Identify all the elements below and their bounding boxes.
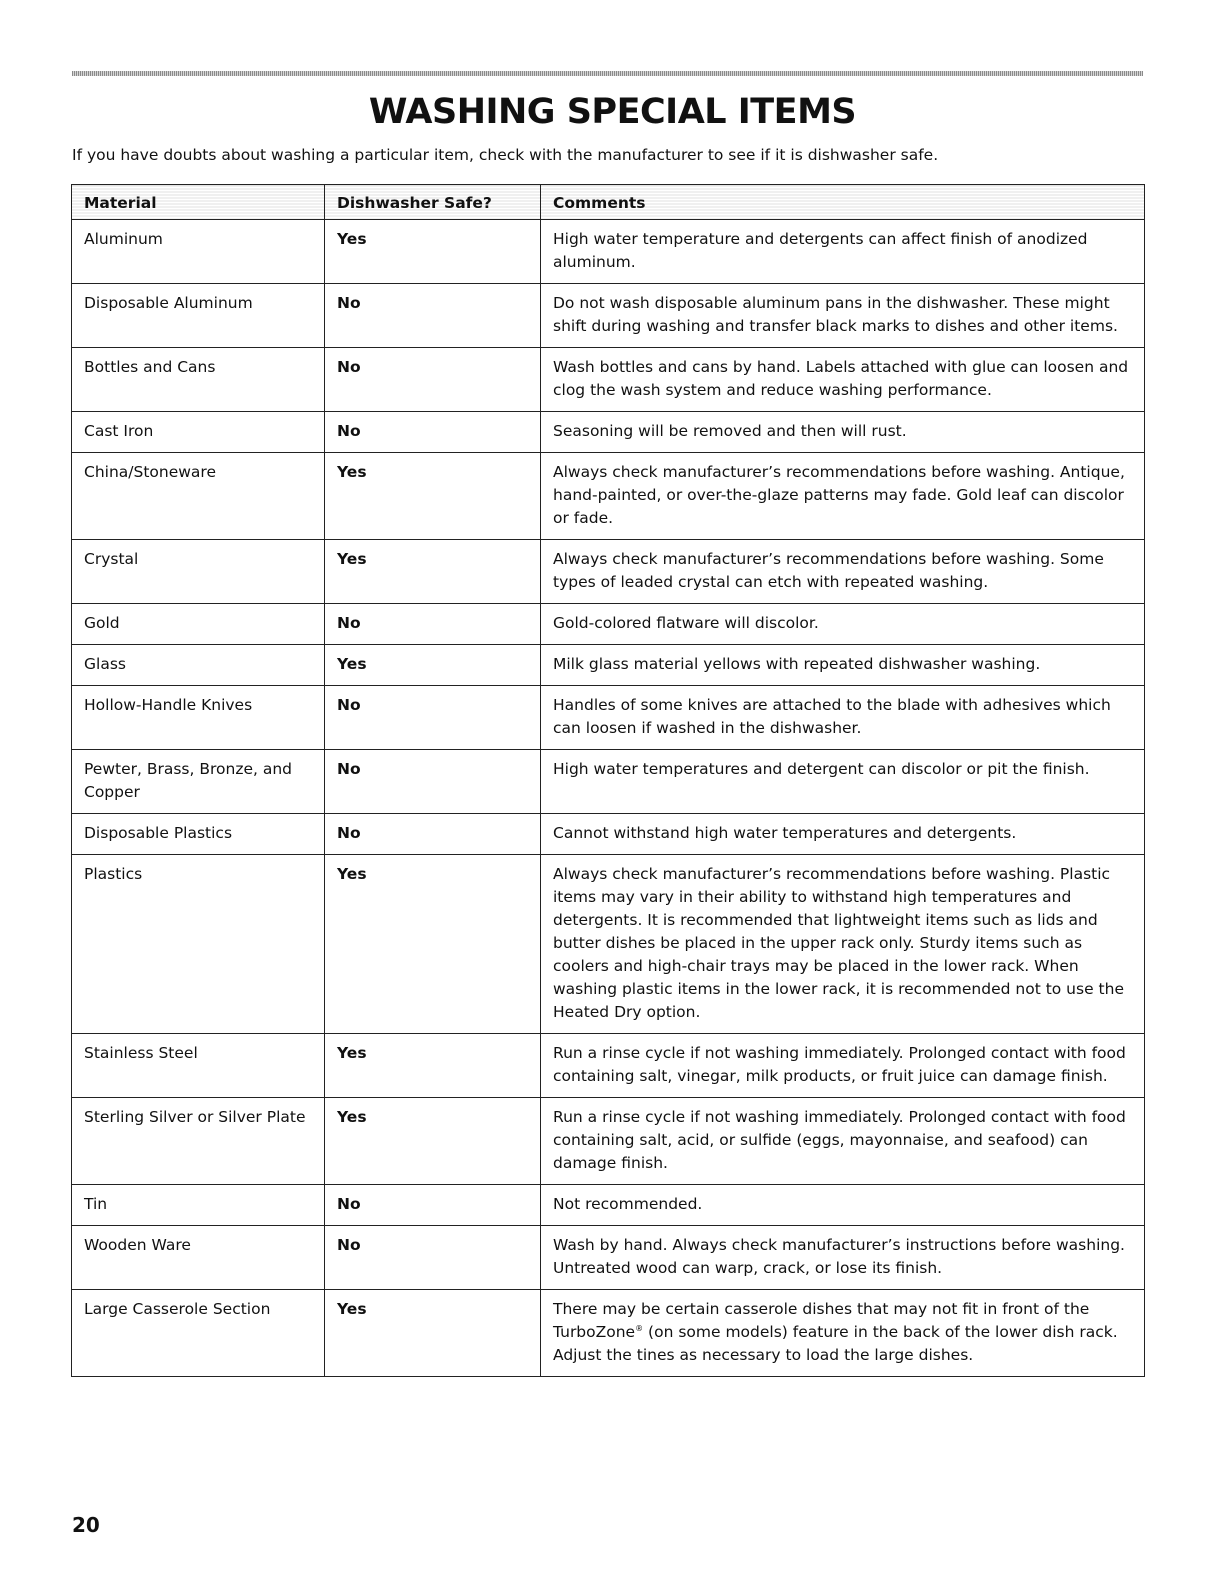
- header-row: [72, 185, 1145, 220]
- table-row: [72, 645, 1145, 686]
- comments-cell: Not recommended.: [541, 1185, 1145, 1226]
- comments-cell: High water temperature and detergents can affect finish of anodized aluminum.: [541, 220, 1145, 284]
- comments-cell: Gold-colored flatware will discolor.: [541, 604, 1145, 645]
- comments-cell: Seasoning will be removed and then will rust.: [541, 412, 1145, 453]
- page-title: WASHING SPECIAL ITEMS: [368, 92, 857, 132]
- comments-cell: High water temperatures and detergent can discolor or pit the finish.: [541, 750, 1145, 814]
- material-cell: Gold: [72, 604, 325, 645]
- comments-cell: Wash bottles and cans by hand. Labels attached with glue can loosen and clog the wash system and reduce washing performance.: [541, 348, 1145, 412]
- comments-text: There may be certain casserole dishes that may not fit in front of the TurboZone: [553, 1300, 1090, 1341]
- safe-cell: No: [325, 284, 541, 348]
- material-cell: Disposable Aluminum: [72, 284, 325, 348]
- safe-cell: No: [325, 814, 541, 855]
- comments-cell: Always check manufacturer’s recommendations before washing. Antique, hand-painted, or over-the-glaze patterns may fade. Gold leaf can discolor or fade.: [541, 453, 1145, 540]
- intro-text: If you have doubts about washing a particular item, check with the manufacturer to see if it is dishwasher safe.: [72, 146, 939, 164]
- safe-cell: Yes: [325, 453, 541, 540]
- special-items-table: [71, 184, 1145, 1377]
- material-cell: Cast Iron: [72, 412, 325, 453]
- table-row: [72, 814, 1145, 855]
- comments-text: (on some models) feature in the back of the lower dish rack. Adjust the tines as necessary to load the large dishes.: [553, 1323, 1118, 1364]
- header-dishwasher-safe: Dishwasher Safe?: [325, 185, 541, 220]
- table-row: [72, 1034, 1145, 1098]
- safe-cell: No: [325, 604, 541, 645]
- table-row: [72, 1290, 1145, 1377]
- table-row: [72, 1185, 1145, 1226]
- material-cell: Tin: [72, 1185, 325, 1226]
- material-cell: Crystal: [72, 540, 325, 604]
- table-row: [72, 220, 1145, 284]
- table-row: [72, 412, 1145, 453]
- header-comments: Comments: [541, 185, 1145, 220]
- safe-cell: Yes: [325, 540, 541, 604]
- comments-cell: Milk glass material yellows with repeated dishwasher washing.: [541, 645, 1145, 686]
- table-row: [72, 284, 1145, 348]
- safe-cell: Yes: [325, 1098, 541, 1185]
- comments-cell: Wash by hand. Always check manufacturer’s instructions before washing. Untreated wood can warp, crack, or lose its finish.: [541, 1226, 1145, 1290]
- safe-cell: No: [325, 412, 541, 453]
- table-row: [72, 453, 1145, 540]
- comments-cell: Run a rinse cycle if not washing immediately. Prolonged contact with food containing salt, acid, or sulfide (eggs, mayonnaise, and seafood) can damage finish.: [541, 1098, 1145, 1185]
- safe-cell: No: [325, 1226, 541, 1290]
- material-cell: Hollow-Handle Knives: [72, 686, 325, 750]
- material-cell: Plastics: [72, 855, 325, 1034]
- table-row: [72, 604, 1145, 645]
- comments-cell: Handles of some knives are attached to the blade with adhesives which can loosen if washed in the dishwasher.: [541, 686, 1145, 750]
- table-row: [72, 686, 1145, 750]
- comments-cell: Cannot withstand high water temperatures and detergents.: [541, 814, 1145, 855]
- material-cell: Stainless Steel: [72, 1034, 325, 1098]
- material-cell: Sterling Silver or Silver Plate: [72, 1098, 325, 1185]
- comments-cell: Do not wash disposable aluminum pans in the dishwasher. These might shift during washing and transfer black marks to dishes and other items.: [541, 284, 1145, 348]
- safe-cell: No: [325, 348, 541, 412]
- safe-cell: Yes: [325, 1290, 541, 1377]
- comments-cell: Run a rinse cycle if not washing immediately. Prolonged contact with food containing salt, vinegar, milk products, or fruit juice can damage finish.: [541, 1034, 1145, 1098]
- table-row: [72, 1098, 1145, 1185]
- safe-cell: Yes: [325, 1034, 541, 1098]
- safe-cell: No: [325, 1185, 541, 1226]
- registered-mark: ®: [635, 1323, 644, 1333]
- safe-cell: Yes: [325, 220, 541, 284]
- material-cell: Bottles and Cans: [72, 348, 325, 412]
- page-number: 20: [72, 1513, 100, 1537]
- header-material: Material: [72, 185, 325, 220]
- material-cell: China/Stoneware: [72, 453, 325, 540]
- table-row: [72, 750, 1145, 814]
- material-cell: Pewter, Brass, Bronze, and Copper: [72, 750, 325, 814]
- comments-cell: Always check manufacturer’s recommendations before washing. Plastic items may vary in their ability to withstand high temperatures and detergents. It is recommended that lightweight items such as lids and butter dishes be placed in the upper rack only. Sturdy items such as coolers and high-chair trays may be placed in the lower rack. When washing plastic items in the lower rack, it is recommended not to use the Heated Dry option.: [541, 855, 1145, 1034]
- table-row: [72, 540, 1145, 604]
- material-cell: Wooden Ware: [72, 1226, 325, 1290]
- top-rule: [72, 71, 1143, 76]
- safe-cell: No: [325, 686, 541, 750]
- material-cell: Large Casserole Section: [72, 1290, 325, 1377]
- table-row: [72, 348, 1145, 412]
- material-cell: Disposable Plastics: [72, 814, 325, 855]
- comments-cell: Always check manufacturer’s recommendations before washing. Some types of leaded crystal can etch with repeated washing.: [541, 540, 1145, 604]
- safe-cell: No: [325, 750, 541, 814]
- material-cell: Glass: [72, 645, 325, 686]
- material-cell: Aluminum: [72, 220, 325, 284]
- safe-cell: Yes: [325, 855, 541, 1034]
- table-row: [72, 855, 1145, 1034]
- table-row: [72, 1226, 1145, 1290]
- comments-cell: [541, 1290, 1145, 1377]
- safe-cell: Yes: [325, 645, 541, 686]
